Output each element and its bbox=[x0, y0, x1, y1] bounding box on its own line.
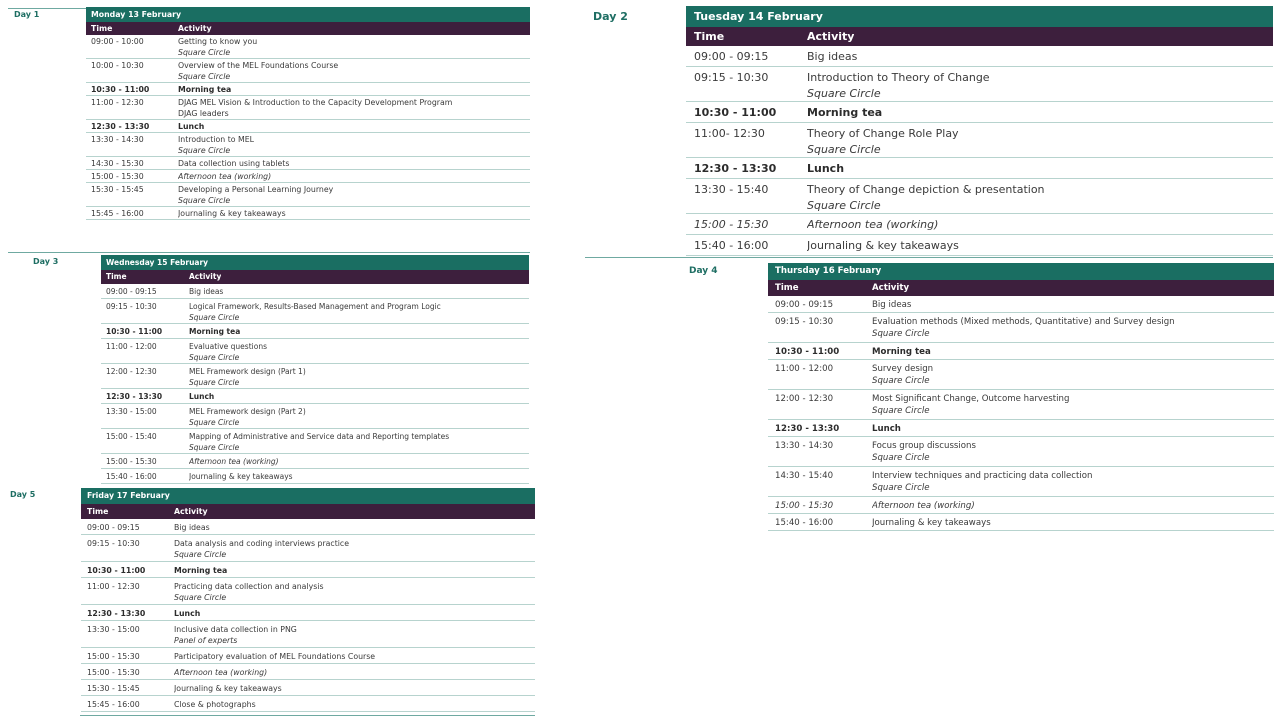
activity-title: Theory of Change Role Play bbox=[807, 127, 959, 140]
day-3-column-headers bbox=[101, 270, 529, 284]
schedule-row bbox=[686, 102, 1273, 123]
activity-facilitator: Square Circle bbox=[189, 443, 240, 452]
activity-title: Close & photographs bbox=[174, 700, 256, 709]
activity-title: Mapping of Administrative and Service data and Reporting templates bbox=[189, 432, 450, 441]
activity-facilitator: Square Circle bbox=[189, 378, 240, 387]
activity-title: Theory of Change depiction & presentation bbox=[807, 183, 1045, 196]
activity-column-header: Activity bbox=[807, 30, 855, 43]
time-column-header: Time bbox=[87, 507, 109, 516]
schedule-row bbox=[101, 299, 529, 324]
schedule-row bbox=[101, 339, 529, 364]
schedule-row bbox=[768, 467, 1274, 497]
activity-title: Lunch bbox=[872, 424, 901, 434]
activity-title: Lunch bbox=[189, 392, 215, 401]
schedule-row bbox=[86, 183, 530, 207]
schedule-row bbox=[686, 214, 1273, 235]
activity-title: Logical Framework, Results-Based Management and Program Logic bbox=[189, 302, 441, 311]
session-time: 14:30 - 15:40 bbox=[775, 471, 834, 481]
session-time: 10:30 - 11:00 bbox=[106, 327, 163, 336]
activity-title: Big ideas bbox=[189, 287, 224, 296]
activity-title: Journaling & key takeaways bbox=[189, 472, 293, 481]
session-activity bbox=[178, 133, 530, 156]
activity-title: Journaling & key takeaways bbox=[807, 239, 959, 252]
activity-title: Inclusive data collection in PNG bbox=[174, 625, 297, 634]
activity-title: Interview techniques and practicing data collection bbox=[872, 471, 1093, 481]
session-time: 09:15 - 10:30 bbox=[775, 317, 834, 327]
session-activity bbox=[807, 102, 1273, 122]
activity-facilitator: Square Circle bbox=[178, 48, 231, 57]
session-time: 12:00 - 12:30 bbox=[775, 394, 834, 404]
schedule-row bbox=[686, 179, 1273, 214]
day-4-label: Day 4 bbox=[689, 266, 718, 276]
schedule-row bbox=[81, 664, 535, 680]
activity-title: Data analysis and coding interviews practice bbox=[174, 539, 350, 548]
day-1-schedule bbox=[86, 7, 530, 220]
day-3-date-header: Wednesday 15 February bbox=[101, 255, 529, 270]
time-column-header: Time bbox=[694, 30, 725, 43]
activity-facilitator: Square Circle bbox=[807, 199, 881, 212]
session-activity bbox=[189, 364, 529, 388]
session-activity bbox=[178, 59, 530, 82]
schedule-row bbox=[768, 514, 1274, 531]
activity-title: Journaling & key takeaways bbox=[872, 518, 991, 528]
session-activity bbox=[807, 67, 1273, 101]
session-time: 13:30 - 15:00 bbox=[87, 625, 140, 634]
day-5-bottom-divider bbox=[80, 715, 535, 716]
day-5-date-header: Friday 17 February bbox=[81, 488, 535, 504]
session-time: 10:30 - 11:00 bbox=[87, 566, 146, 575]
session-time: 11:00 - 12:00 bbox=[106, 342, 157, 351]
activity-title: Afternoon tea (working) bbox=[872, 501, 975, 511]
schedule-row bbox=[86, 83, 530, 96]
session-activity bbox=[174, 519, 535, 534]
session-activity bbox=[178, 157, 530, 169]
session-activity bbox=[178, 83, 530, 95]
activity-facilitator: Square Circle bbox=[174, 550, 227, 559]
activity-title: Introduction to MEL bbox=[178, 135, 254, 144]
schedule-row bbox=[686, 158, 1273, 179]
schedule-row bbox=[86, 96, 530, 120]
session-activity bbox=[174, 648, 535, 663]
session-time: 15:40 - 16:00 bbox=[106, 472, 157, 481]
activity-facilitator: Square Circle bbox=[807, 143, 881, 156]
activity-column-header: Activity bbox=[189, 272, 222, 281]
activity-title: Survey design bbox=[872, 364, 934, 374]
session-activity bbox=[872, 390, 1274, 419]
day-5-label: Day 5 bbox=[10, 490, 36, 499]
session-activity bbox=[178, 170, 530, 182]
session-activity bbox=[807, 235, 1273, 255]
session-activity bbox=[174, 696, 535, 711]
schedule-row bbox=[86, 59, 530, 83]
activity-facilitator: Square Circle bbox=[189, 353, 240, 362]
activity-title: Afternoon tea (working) bbox=[178, 172, 272, 181]
session-activity bbox=[189, 339, 529, 363]
schedule-row bbox=[81, 648, 535, 664]
session-time: 10:00 - 10:30 bbox=[91, 61, 144, 70]
session-time: 12:00 - 12:30 bbox=[106, 367, 157, 376]
session-activity bbox=[872, 343, 1274, 359]
day-4-date-header: Thursday 16 February bbox=[768, 263, 1274, 280]
time-column-header: Time bbox=[775, 283, 799, 293]
session-time: 15:30 - 15:45 bbox=[91, 185, 144, 194]
schedule-row bbox=[101, 389, 529, 404]
session-time: 15:40 - 16:00 bbox=[775, 518, 834, 528]
session-time: 09:15 - 10:30 bbox=[694, 71, 769, 84]
schedule-row bbox=[86, 35, 530, 59]
schedule-row bbox=[101, 454, 529, 469]
session-time: 15:00 - 15:30 bbox=[106, 457, 157, 466]
schedule-row bbox=[768, 390, 1274, 420]
session-activity bbox=[189, 389, 529, 403]
activity-title: Afternoon tea (working) bbox=[807, 218, 939, 231]
activity-title: Big ideas bbox=[872, 300, 912, 310]
session-activity bbox=[178, 35, 530, 58]
session-time: 13:30 - 14:30 bbox=[775, 441, 834, 451]
schedule-row bbox=[101, 429, 529, 454]
session-activity bbox=[189, 324, 529, 338]
session-time: 09:00 - 09:15 bbox=[775, 300, 834, 310]
schedule-row bbox=[768, 360, 1274, 390]
session-time: 13:30 - 15:00 bbox=[106, 407, 157, 416]
schedule-row bbox=[101, 404, 529, 429]
schedule-row bbox=[768, 313, 1274, 343]
time-column-header: Time bbox=[91, 24, 113, 33]
activity-facilitator: Square Circle bbox=[807, 87, 881, 100]
activity-title: Evaluative questions bbox=[189, 342, 267, 351]
activity-title: Evaluation methods (Mixed methods, Quantitative) and Survey design bbox=[872, 317, 1175, 327]
activity-facilitator: Panel of experts bbox=[174, 636, 238, 645]
activity-title: Getting to know you bbox=[178, 37, 258, 46]
session-activity bbox=[174, 562, 535, 577]
schedule-row bbox=[81, 605, 535, 621]
session-activity bbox=[872, 360, 1274, 389]
schedule-row bbox=[101, 324, 529, 339]
session-activity bbox=[807, 214, 1273, 234]
activity-title: DJAG MEL Vision & Introduction to the Capacity Development Program bbox=[178, 98, 453, 107]
schedule-row bbox=[101, 284, 529, 299]
activity-title: Practicing data collection and analysis bbox=[174, 582, 324, 591]
activity-facilitator: Square Circle bbox=[174, 593, 227, 602]
day-2-date-header: Tuesday 14 February bbox=[686, 6, 1273, 27]
day-3-schedule bbox=[101, 255, 529, 484]
activity-title: Morning tea bbox=[807, 106, 883, 119]
session-time: 11:00 - 12:00 bbox=[775, 364, 834, 374]
session-time: 12:30 - 13:30 bbox=[106, 392, 163, 401]
schedule-row bbox=[86, 207, 530, 220]
day-5-schedule bbox=[81, 488, 535, 712]
session-time: 15:00 - 15:30 bbox=[775, 501, 834, 511]
activity-title: Morning tea bbox=[189, 327, 241, 336]
schedule-row bbox=[81, 578, 535, 605]
activity-column-header: Activity bbox=[174, 507, 208, 516]
activity-title: Overview of the MEL Foundations Course bbox=[178, 61, 339, 70]
schedule-row bbox=[81, 696, 535, 712]
activity-title: Big ideas bbox=[174, 523, 210, 532]
day-2-column-headers bbox=[686, 27, 1273, 46]
activity-title: Introduction to Theory of Change bbox=[807, 71, 990, 84]
schedule-row bbox=[86, 170, 530, 183]
activity-facilitator: Square Circle bbox=[178, 72, 231, 81]
activity-facilitator: Square Circle bbox=[178, 146, 231, 155]
day-1-label: Day 1 bbox=[14, 10, 40, 19]
activity-facilitator: Square Circle bbox=[189, 418, 240, 427]
session-activity bbox=[189, 429, 529, 453]
activity-column-header: Activity bbox=[872, 283, 910, 293]
activity-facilitator: Square Circle bbox=[872, 376, 930, 386]
activity-title: Morning tea bbox=[178, 85, 232, 94]
session-activity bbox=[174, 664, 535, 679]
session-activity bbox=[807, 158, 1273, 178]
day-4-schedule bbox=[768, 263, 1274, 531]
schedule-row bbox=[768, 437, 1274, 467]
schedule-row bbox=[686, 235, 1273, 256]
activity-column-header: Activity bbox=[178, 24, 212, 33]
schedule-row bbox=[81, 680, 535, 696]
schedule-row bbox=[81, 562, 535, 578]
session-activity bbox=[174, 680, 535, 695]
day-1-date-header: Monday 13 February bbox=[86, 7, 530, 22]
activity-facilitator: Square Circle bbox=[872, 406, 930, 416]
activity-facilitator: Square Circle bbox=[872, 483, 930, 493]
session-activity bbox=[178, 207, 530, 219]
session-time: 10:30 - 11:00 bbox=[694, 106, 777, 119]
activity-title: MEL Framework design (Part 2) bbox=[189, 407, 306, 416]
schedule-row bbox=[768, 420, 1274, 437]
activity-title: Afternoon tea (working) bbox=[189, 457, 279, 466]
activity-title: Afternoon tea (working) bbox=[174, 668, 268, 677]
session-activity bbox=[174, 605, 535, 620]
session-time: 09:15 - 10:30 bbox=[106, 302, 157, 311]
session-time: 12:30 - 13:30 bbox=[694, 162, 777, 175]
activity-title: Morning tea bbox=[872, 347, 931, 357]
session-time: 12:30 - 13:30 bbox=[87, 609, 146, 618]
day-1-divider bbox=[8, 8, 86, 9]
session-activity bbox=[872, 313, 1274, 342]
session-time: 09:00 - 10:00 bbox=[91, 37, 144, 46]
schedule-row bbox=[86, 157, 530, 170]
session-time: 11:00 - 12:30 bbox=[87, 582, 140, 591]
session-activity bbox=[872, 420, 1274, 436]
activity-title: MEL Framework design (Part 1) bbox=[189, 367, 306, 376]
day-1-bottom-divider bbox=[8, 252, 530, 253]
activity-facilitator: Square Circle bbox=[872, 453, 930, 463]
session-time: 10:30 - 11:00 bbox=[91, 85, 150, 94]
session-time: 15:45 - 16:00 bbox=[91, 209, 144, 218]
schedule-row bbox=[86, 120, 530, 133]
session-time: 09:15 - 10:30 bbox=[87, 539, 140, 548]
session-time: 15:00 - 15:30 bbox=[91, 172, 144, 181]
session-time: 15:00 - 15:30 bbox=[87, 652, 140, 661]
session-time: 15:40 - 16:00 bbox=[694, 239, 769, 252]
activity-title: Focus group discussions bbox=[872, 441, 976, 451]
activity-facilitator: DJAG leaders bbox=[178, 109, 229, 118]
activity-title: Journaling & key takeaways bbox=[178, 209, 286, 218]
session-activity bbox=[807, 46, 1273, 66]
session-time: 11:00- 12:30 bbox=[694, 127, 765, 140]
session-time: 15:00 - 15:30 bbox=[694, 218, 769, 231]
session-activity bbox=[189, 299, 529, 323]
day-3-label: Day 3 bbox=[33, 257, 59, 266]
schedule-row bbox=[768, 497, 1274, 514]
session-activity bbox=[189, 469, 529, 483]
session-time: 09:00 - 09:15 bbox=[106, 287, 157, 296]
session-time: 09:00 - 09:15 bbox=[87, 523, 140, 532]
schedule-row bbox=[686, 67, 1273, 102]
day-2-bottom-divider bbox=[585, 257, 1273, 258]
schedule-row bbox=[101, 364, 529, 389]
session-time: 15:00 - 15:40 bbox=[106, 432, 157, 441]
schedule-row bbox=[768, 296, 1274, 313]
session-time: 10:30 - 11:00 bbox=[775, 347, 840, 357]
activity-title: Morning tea bbox=[174, 566, 228, 575]
activity-facilitator: Square Circle bbox=[872, 329, 930, 339]
schedule-row bbox=[86, 133, 530, 157]
activity-title: Developing a Personal Learning Journey bbox=[178, 185, 334, 194]
session-time: 15:45 - 16:00 bbox=[87, 700, 140, 709]
activity-title: Big ideas bbox=[807, 50, 858, 63]
activity-facilitator: Square Circle bbox=[178, 196, 231, 205]
session-activity bbox=[807, 179, 1273, 213]
activity-title: Journaling & key takeaways bbox=[174, 684, 282, 693]
session-time: 15:30 - 15:45 bbox=[87, 684, 140, 693]
session-time: 13:30 - 14:30 bbox=[91, 135, 144, 144]
session-activity bbox=[189, 454, 529, 468]
session-activity bbox=[174, 621, 535, 647]
day-4-column-headers bbox=[768, 280, 1274, 296]
session-activity bbox=[174, 578, 535, 604]
activity-title: Participatory evaluation of MEL Foundations Course bbox=[174, 652, 376, 661]
session-activity bbox=[178, 183, 530, 206]
session-time: 09:00 - 09:15 bbox=[694, 50, 769, 63]
session-activity bbox=[174, 535, 535, 561]
session-time: 14:30 - 15:30 bbox=[91, 159, 144, 168]
schedule-row bbox=[81, 621, 535, 648]
activity-title: Most Significant Change, Outcome harvesting bbox=[872, 394, 1070, 404]
activity-title: Lunch bbox=[807, 162, 845, 175]
time-column-header: Time bbox=[106, 272, 127, 281]
session-activity bbox=[189, 404, 529, 428]
day-5-column-headers bbox=[81, 504, 535, 519]
session-activity bbox=[872, 437, 1274, 466]
day-2-schedule bbox=[686, 6, 1273, 256]
day-1-column-headers bbox=[86, 22, 530, 35]
activity-title: Lunch bbox=[178, 122, 205, 131]
schedule-row bbox=[101, 469, 529, 484]
session-activity bbox=[872, 296, 1274, 312]
session-activity bbox=[872, 467, 1274, 496]
session-activity bbox=[872, 497, 1274, 513]
activity-title: Lunch bbox=[174, 609, 201, 618]
session-activity bbox=[189, 284, 529, 298]
session-time: 12:30 - 13:30 bbox=[91, 122, 150, 131]
activity-facilitator: Square Circle bbox=[189, 313, 240, 322]
day-2-label: Day 2 bbox=[593, 10, 628, 23]
schedule-row bbox=[81, 535, 535, 562]
session-activity bbox=[178, 120, 530, 132]
schedule-row bbox=[81, 519, 535, 535]
schedule-row bbox=[686, 123, 1273, 158]
session-time: 12:30 - 13:30 bbox=[775, 424, 840, 434]
session-activity bbox=[807, 123, 1273, 157]
session-time: 11:00 - 12:30 bbox=[91, 98, 144, 107]
schedule-row bbox=[768, 343, 1274, 360]
activity-title: Data collection using tablets bbox=[178, 159, 290, 168]
session-activity bbox=[178, 96, 530, 119]
session-activity bbox=[872, 514, 1274, 530]
session-time: 13:30 - 15:40 bbox=[694, 183, 769, 196]
schedule-row bbox=[686, 46, 1273, 67]
session-time: 15:00 - 15:30 bbox=[87, 668, 140, 677]
